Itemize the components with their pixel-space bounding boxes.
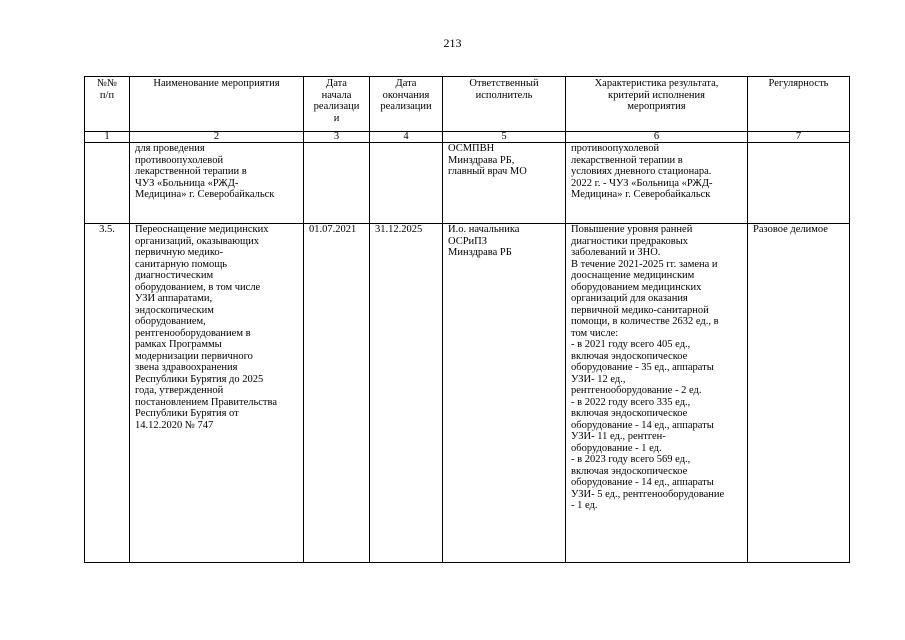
cell-line: дооснащение медицинским <box>571 270 695 281</box>
column-numbers-row <box>85 132 850 143</box>
cell-line: Повышение уровня ранней <box>571 224 693 235</box>
cell-line: организаций, оказывающих <box>135 235 259 247</box>
cell-line: оборудованием медицинских <box>571 281 702 293</box>
cell-line: Переоснащение медицинских <box>135 224 269 235</box>
column-header <box>370 77 443 132</box>
cell-line: включая эндоскопическое <box>571 465 688 477</box>
cell-line: рамках Программы <box>135 339 222 350</box>
cell-line: 3.5. <box>99 224 115 235</box>
cell-line: для проведения <box>135 143 205 154</box>
cell-line: диагностики предраковых <box>571 235 688 247</box>
cell-line: эндоскопическим <box>135 304 214 316</box>
cell-line: В течение 2021-2025 гг. замена и <box>571 258 718 270</box>
cell-line: оборудованием, в том числе <box>135 281 261 293</box>
cell-line: окончания <box>382 89 430 101</box>
table-cell <box>370 224 443 563</box>
cell-line: оборудование - 14 ед., аппараты <box>571 477 714 488</box>
cell-line: рентгенооборудованием в <box>135 327 251 339</box>
cell-line: оборудование - 35 ед., аппараты <box>571 362 714 373</box>
cell-line: том числе: <box>571 327 619 339</box>
table-cell <box>370 143 443 224</box>
cell-line: противоопухолевой <box>571 143 660 154</box>
cell-line: главный врач МО <box>448 166 527 177</box>
cell-line: - в 2022 году всего 335 ед., <box>571 396 691 408</box>
table-row <box>85 143 850 224</box>
cell-line: организаций для оказания <box>571 293 688 304</box>
cell-line: помощи, в количестве 2632 ед., в <box>571 316 719 327</box>
cell-line: ОСМПВН <box>448 143 495 154</box>
measures-table <box>84 76 850 563</box>
cell-line: Медицина» г. Северобайкальск <box>571 189 711 200</box>
column-header <box>443 77 566 132</box>
column-number: 3 <box>304 132 370 143</box>
cell-line: 01.07.2021 <box>309 224 357 235</box>
table-cell <box>566 224 748 563</box>
cell-line: критерий исполнения <box>608 89 705 101</box>
cell-line: лекарственной терапии в <box>571 154 683 166</box>
table-cell <box>304 143 370 224</box>
cell-line: Минздрава РБ, <box>448 154 515 166</box>
cell-line: п/п <box>99 89 115 101</box>
column-header <box>304 77 370 132</box>
table-cell <box>130 143 304 224</box>
table-header-row <box>85 77 850 132</box>
cell-line: УЗИ- 5 ед., рентгенооборудование <box>571 488 725 500</box>
cell-line: - 1 ед. <box>571 500 598 511</box>
column-header <box>85 77 130 132</box>
cell-line: Дата <box>326 78 347 89</box>
cell-line: включая эндоскопическое <box>571 408 688 419</box>
cell-line: лекарственной терапии в <box>135 166 247 177</box>
cell-line: ЧУЗ «Больница «РЖД- <box>135 177 239 189</box>
cell-line: 2022 г. - ЧУЗ «Больница «РЖД- <box>571 177 713 189</box>
column-number: 4 <box>370 132 443 143</box>
column-number: 2 <box>130 132 304 143</box>
cell-line: заболеваний и ЗНО. <box>571 247 661 258</box>
cell-line: оборудованием, <box>135 316 206 327</box>
table-row <box>85 224 850 563</box>
cell-line: включая эндоскопическое <box>571 350 688 362</box>
cell-line: Республики Бурятия от <box>135 408 239 419</box>
cell-line: - в 2023 году всего 569 ед., <box>571 454 691 465</box>
table-cell <box>748 143 850 224</box>
cell-line: первичную медико- <box>135 247 224 258</box>
cell-line: Разовое делимое <box>753 224 828 235</box>
cell-line: противоопухолевой <box>135 154 224 166</box>
cell-line: рентгенооборудование - 2 ед. <box>571 385 702 396</box>
table-cell <box>85 143 130 224</box>
cell-line: звена здравоохранения <box>135 362 238 373</box>
cell-line: года, утвержденной <box>135 385 224 396</box>
table-cell <box>443 143 566 224</box>
cell-line: исполнитель <box>475 89 533 101</box>
cell-line: УЗИ аппаратами, <box>135 293 213 304</box>
cell-line: Дата <box>395 78 417 89</box>
cell-line: 31.12.2025 <box>375 224 423 235</box>
cell-line: мероприятия <box>627 101 686 112</box>
cell-line: первичной медико-санитарной <box>571 304 709 316</box>
column-header <box>566 77 748 132</box>
cell-line: УЗИ- 11 ед., рентген- <box>571 431 666 442</box>
cell-line: условиях дневного стационара. <box>571 166 712 177</box>
cell-line: санитарную помощь <box>135 258 228 270</box>
cell-line: УЗИ- 12 ед., <box>571 373 626 385</box>
cell-line: и <box>333 112 340 124</box>
cell-line: №№ <box>96 78 118 89</box>
column-number: 7 <box>748 132 850 143</box>
cell-line: Медицина» г. Северобайкальск <box>135 189 275 200</box>
cell-line: реализации <box>380 101 432 112</box>
cell-line: ОСРиПЗ <box>448 235 488 247</box>
cell-line: начала <box>321 89 352 101</box>
table-cell <box>304 224 370 563</box>
cell-line: диагностическим <box>135 270 214 281</box>
cell-line: - в 2021 году всего 405 ед., <box>571 339 691 350</box>
column-header <box>130 77 304 132</box>
cell-line: Характеристика результата, <box>594 78 719 89</box>
cell-line: 14.12.2020 № 747 <box>135 419 214 431</box>
column-header <box>748 77 850 132</box>
table-cell <box>130 224 304 563</box>
page-number: 213 <box>443 36 462 50</box>
cell-line: Регулярность <box>768 78 829 89</box>
cell-line: Ответственный <box>469 78 539 89</box>
cell-line: Республики Бурятия до 2025 <box>135 373 264 385</box>
column-number: 1 <box>85 132 130 143</box>
cell-line: постановлением Правительства <box>135 396 278 408</box>
table-cell <box>443 224 566 563</box>
column-number: 5 <box>443 132 566 143</box>
cell-line: оборудование - 1 ед. <box>571 442 662 454</box>
cell-line: Наименование мероприятия <box>153 78 280 89</box>
table-cell <box>748 224 850 563</box>
cell-line: модернизации первичного <box>135 350 253 362</box>
table-cell <box>85 224 130 563</box>
cell-line: И.о. начальника <box>448 224 520 235</box>
table-cell <box>566 143 748 224</box>
cell-line: реализаци <box>313 101 360 112</box>
column-number: 6 <box>566 132 748 143</box>
cell-line: оборудование - 14 ед., аппараты <box>571 419 714 431</box>
cell-line: Минздрава РБ <box>448 247 512 258</box>
